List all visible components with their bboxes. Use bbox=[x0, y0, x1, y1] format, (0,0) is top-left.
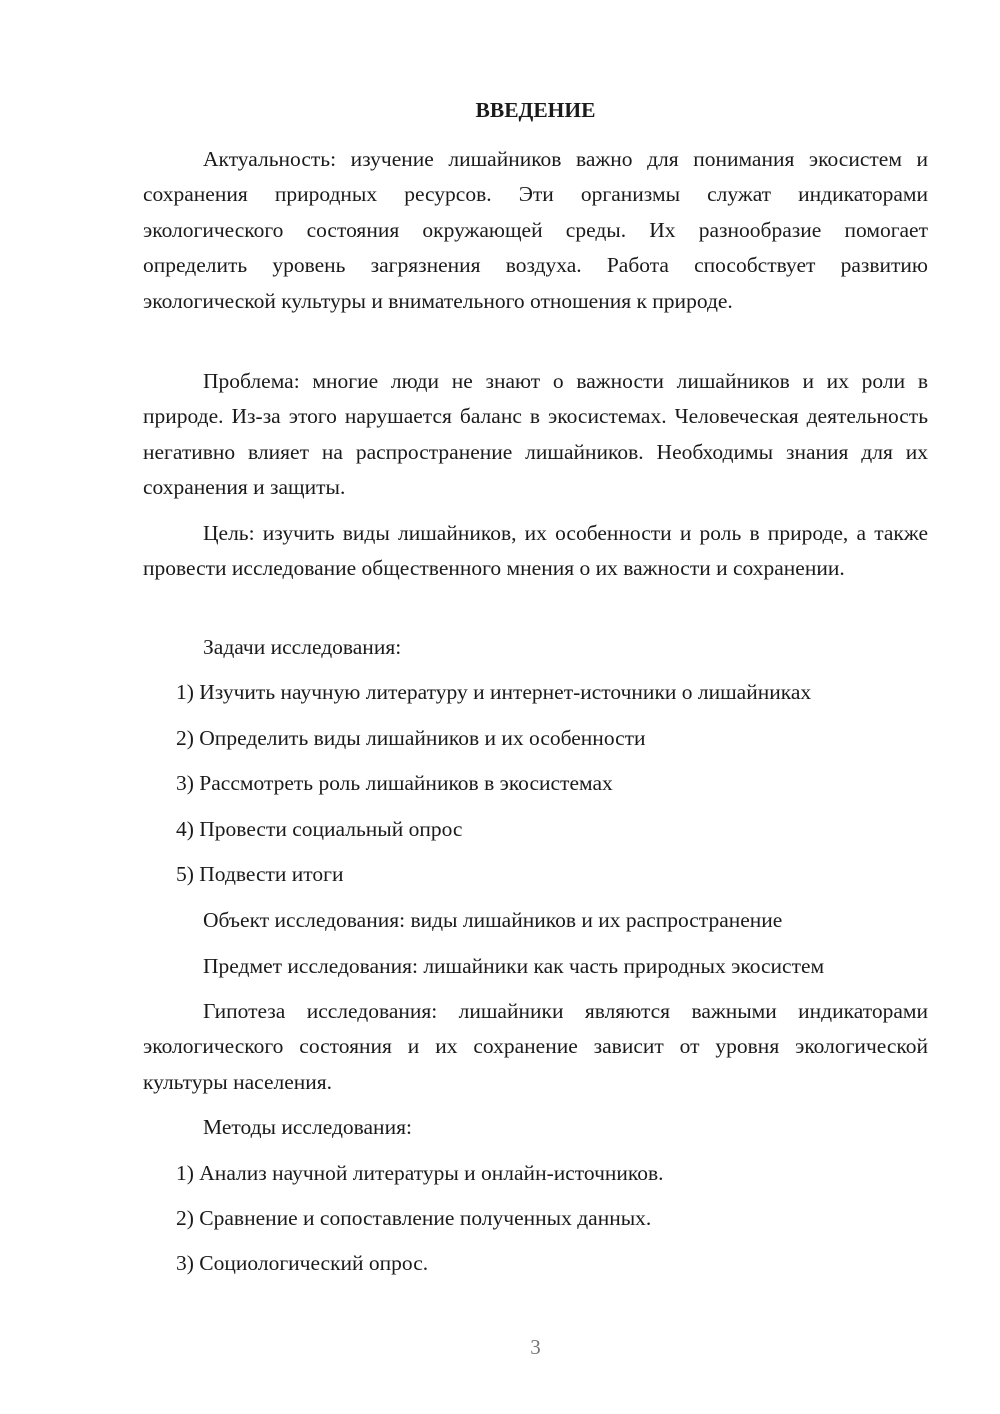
task-item: 4) Провести социальный опрос bbox=[176, 817, 463, 841]
goal-paragraph: Цель: изучить виды лишайников, их особенности и роль в природе, а также провести исследование общественного мнения о их важности и сохранении. bbox=[143, 521, 928, 581]
method-item: 3) Социологический опрос. bbox=[176, 1251, 429, 1275]
tasks-title: Задачи исследования: bbox=[203, 635, 402, 659]
task-item: 2) Определить виды лишайников и их особенности bbox=[176, 726, 646, 750]
method-item: 1) Анализ научной литературы и онлайн-источников. bbox=[176, 1161, 664, 1185]
page-title: ВВЕДЕНИЕ bbox=[475, 98, 596, 122]
object-line: Объект исследования: виды лишайников и их распространение bbox=[203, 908, 783, 932]
subject-line: Предмет исследования: лишайники как часть природных экосистем bbox=[203, 954, 825, 978]
task-item: 3) Рассмотреть роль лишайников в экосистемах bbox=[176, 771, 613, 795]
task-item: 5) Подвести итоги bbox=[176, 862, 344, 886]
hypothesis-paragraph: Гипотеза исследования: лишайники являются важными индикаторами экологического состояния и их сохранение зависит от уровня экологической культуры населения. bbox=[143, 999, 928, 1094]
relevance-paragraph: Актуальность: изучение лишайников важно для понимания экосистем и сохранения природных ресурсов. Эти организмы служат индикаторами экологического состояния окружающей среды. Их разнообразие помогает определить уровень загрязнения воздуха. Работа способствует развитию экологической культуры и внимательного отношения к природе. bbox=[143, 147, 928, 313]
methods-title: Методы исследования: bbox=[203, 1115, 412, 1139]
page-number: 3 bbox=[530, 1335, 541, 1359]
method-item: 2) Сравнение и сопоставление полученных данных. bbox=[176, 1206, 652, 1230]
problem-paragraph: Проблема: многие люди не знают о важности лишайников и их роли в природе. Из-за этого нарушается баланс в экосистемах. Человеческая деятельность негативно влияет на распространение лишайников. Необходимы знания для их сохранения и защиты. bbox=[143, 369, 928, 500]
task-item: 1) Изучить научную литературу и интернет-источники о лишайниках bbox=[176, 680, 812, 704]
